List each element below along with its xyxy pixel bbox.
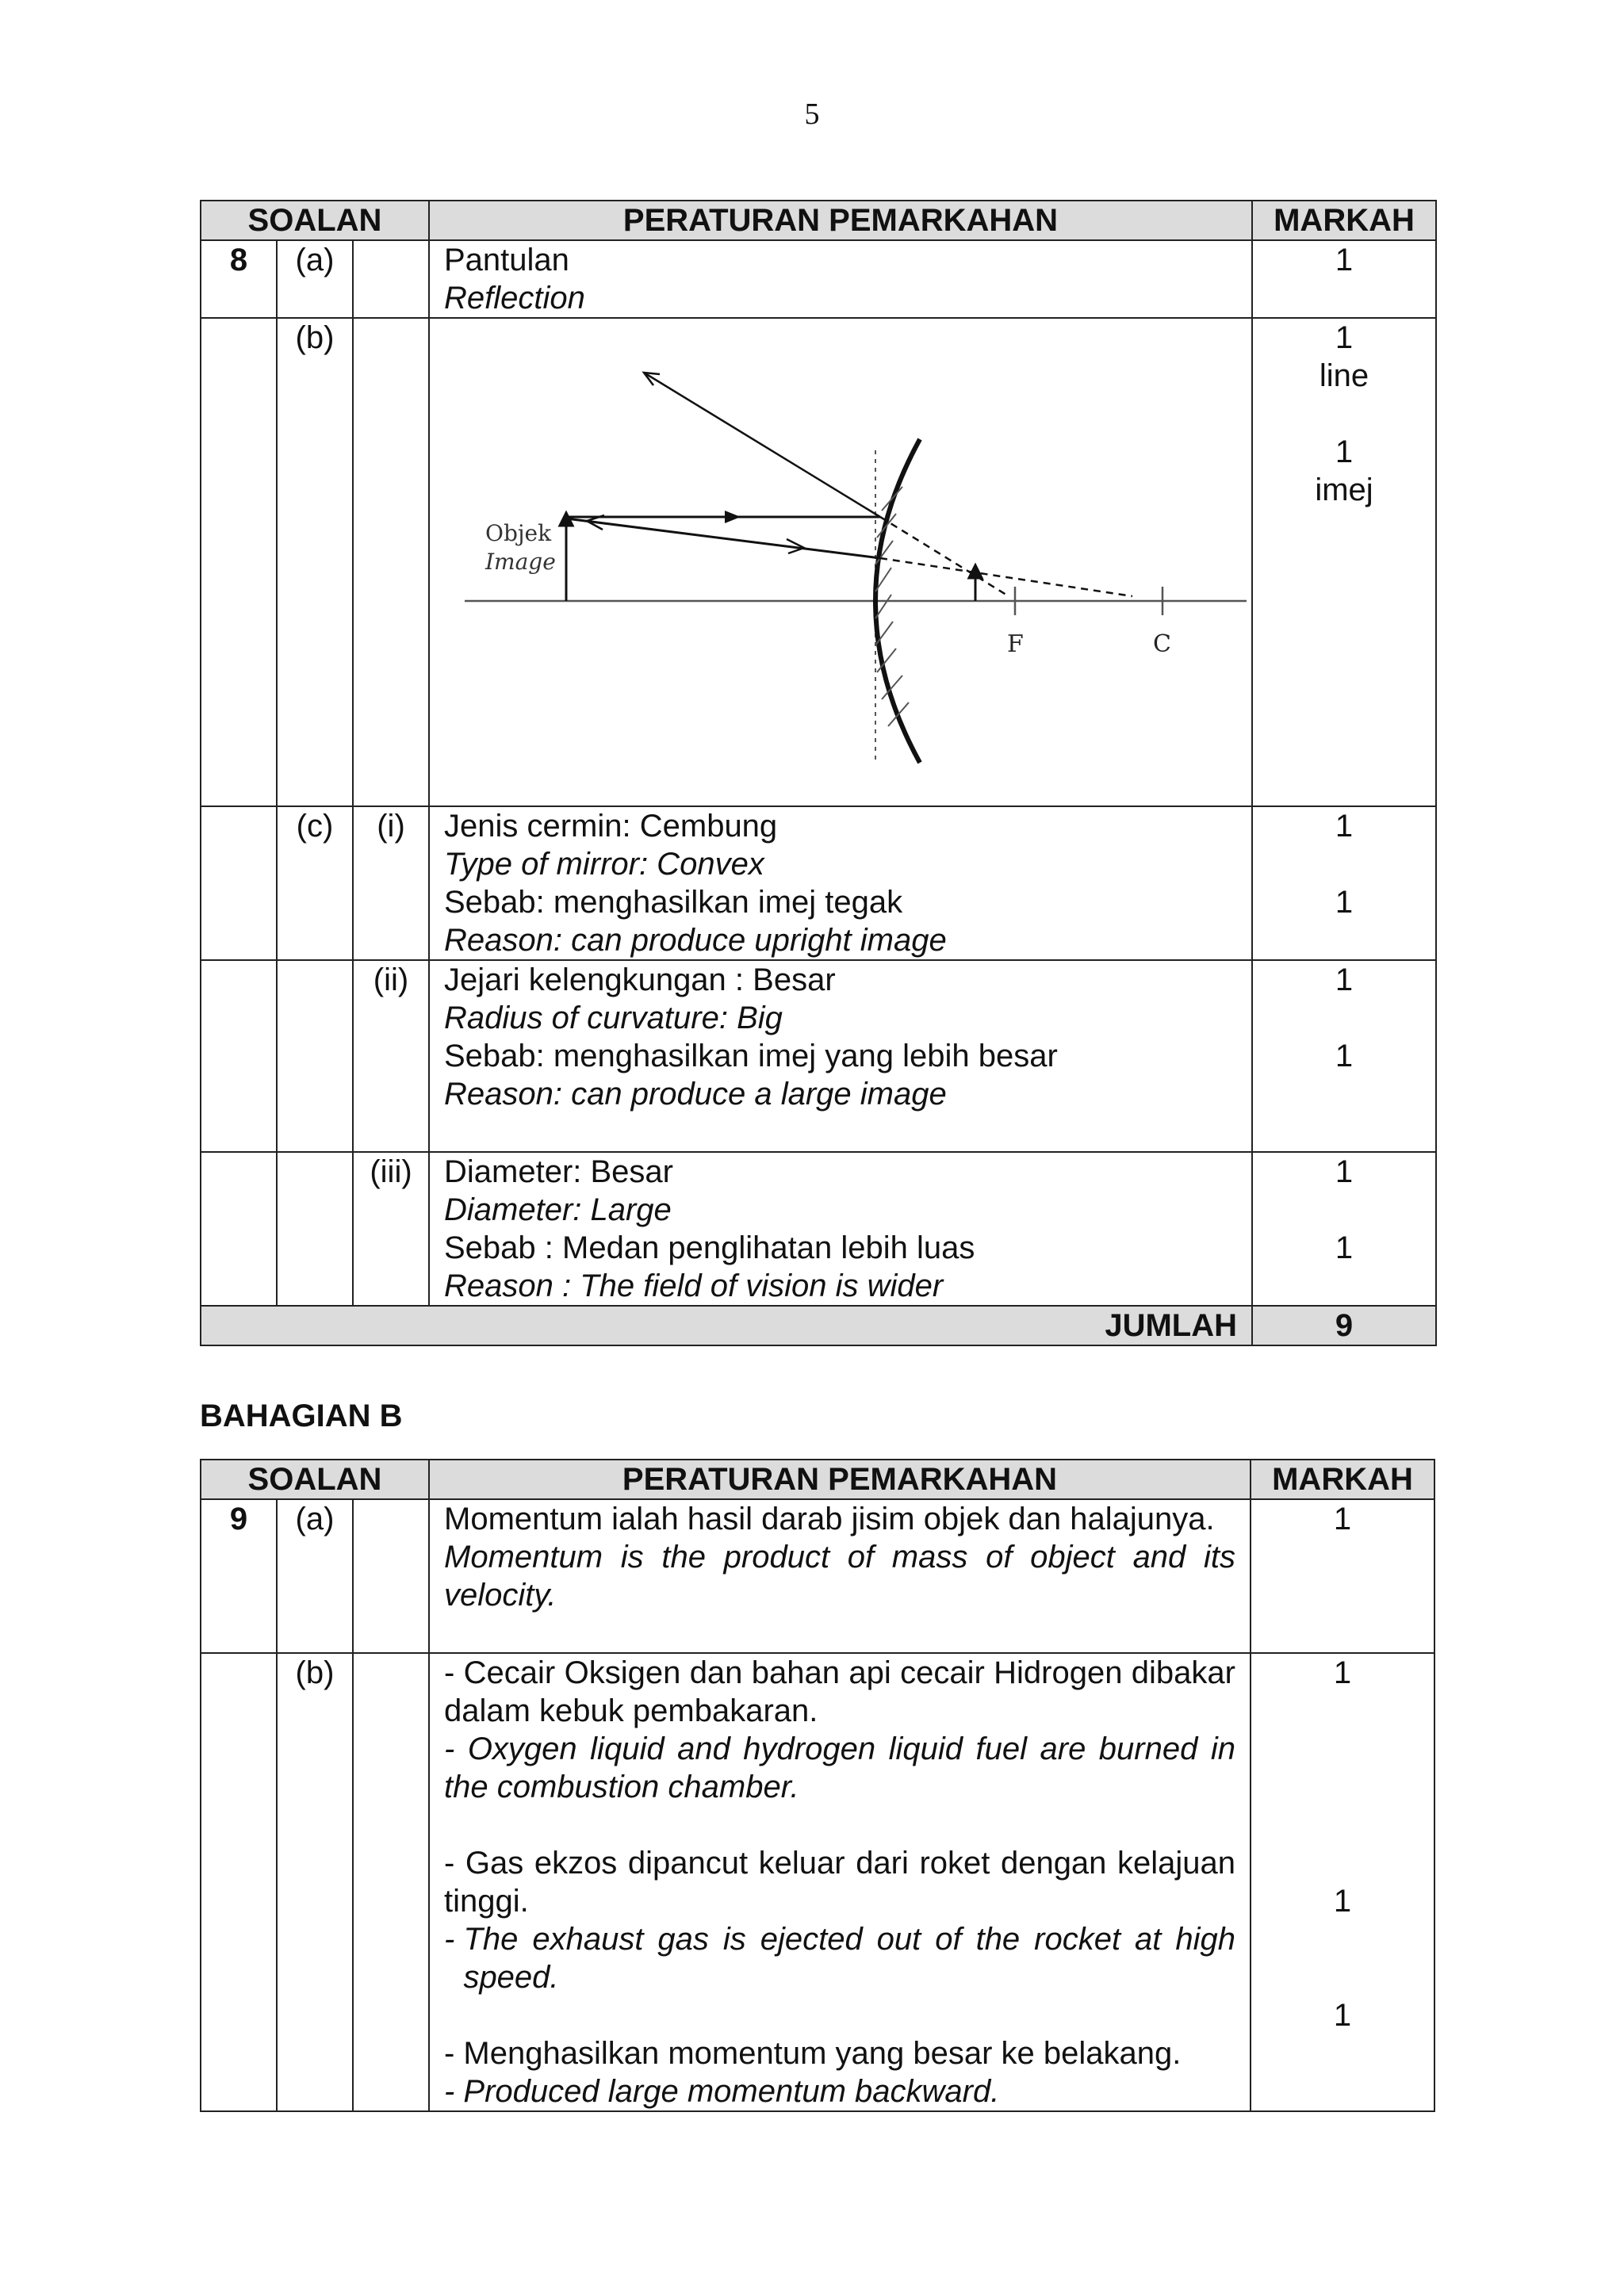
answer-cell	[429, 960, 1252, 1152]
subpart-label: (iii)	[353, 1152, 429, 1306]
part-label: (c)	[277, 806, 353, 960]
answer-line: Type of mirror: Convex	[444, 847, 764, 882]
ray-diagram-cell	[429, 318, 1252, 806]
mark: 1	[1251, 1499, 1434, 1653]
convex-mirror-ray-diagram	[430, 319, 1251, 804]
mark: 1	[1335, 809, 1354, 844]
answer-line: Reason: can produce upright image	[444, 923, 947, 958]
header-marks: MARKAH	[1252, 201, 1436, 240]
marks-cell	[1252, 960, 1436, 1152]
marks-cell	[1251, 1653, 1434, 2111]
answer-en: Momentum is the product of mass of object and its velocity.	[444, 1540, 1235, 1613]
answer-line: Jenis cermin: Cembung	[444, 809, 778, 844]
mark: 1	[1335, 962, 1354, 997]
header-scheme: PERATURAN PEMARKAHAN	[429, 1460, 1251, 1499]
header-question: SOALAN	[201, 201, 429, 240]
ray-toward-c	[566, 519, 880, 558]
virtual-ray-1	[880, 517, 1009, 596]
centre-curvature-label: C	[1153, 630, 1171, 658]
part-label: (b)	[277, 1653, 353, 2111]
page-number: 5	[804, 98, 820, 131]
image-label: Image	[485, 549, 556, 575]
answer-en: Reflection	[444, 281, 585, 316]
answer-line: Jejari kelengkungan : Besar	[444, 962, 836, 997]
answer-point: - Gas ekzos dipancut keluar dari roket dengan kelajuan tinggi.	[444, 1846, 1235, 1919]
answer-line: Reason: can produce a large image	[444, 1077, 947, 1112]
answer-line: Sebab: menghasilkan imej tegak	[444, 885, 903, 920]
header-marks: MARKAH	[1251, 1460, 1434, 1499]
answer-line: Radius of curvature: Big	[444, 1001, 783, 1035]
answer-cell	[429, 1653, 1251, 2111]
answer-cell	[429, 1152, 1252, 1306]
header-scheme: PERATURAN PEMARKAHAN	[429, 201, 1252, 240]
answer-point: - The exhaust gas is ejected out of the rocket at high speed.	[444, 1922, 1235, 1995]
answer-ms: Momentum ialah hasil darab jisim objek dan halajunya.	[444, 1502, 1215, 1536]
mark: 1	[1335, 1230, 1354, 1265]
mark: 1	[1252, 240, 1436, 318]
mark: 1	[1335, 434, 1354, 469]
answer-line: Sebab: menghasilkan imej yang lebih besar	[444, 1039, 1058, 1073]
mark: 1	[1333, 1655, 1352, 1690]
answer-point: - Cecair Oksigen dan bahan api cecair Hidrogen dibakar dalam kebuk pembakaran.	[444, 1655, 1235, 1728]
answer-cell	[429, 1499, 1251, 1653]
section-title: BAHAGIAN B	[200, 1399, 403, 1433]
part-label: (b)	[277, 318, 353, 806]
answer-line: Sebab : Medan penglihatan lebih luas	[444, 1230, 975, 1265]
virtual-ray-2	[880, 558, 1132, 596]
answer-ms: Pantulan	[444, 243, 569, 277]
subpart-label: (i)	[353, 806, 429, 960]
total-marks: 9	[1252, 1306, 1436, 1345]
mark: 1	[1335, 1154, 1354, 1189]
object-label: Objek	[485, 520, 552, 546]
marks-cell	[1252, 806, 1436, 960]
mark: 1	[1335, 320, 1354, 355]
reflected-ray	[644, 373, 880, 517]
marks-cell	[1252, 318, 1436, 806]
question-number: 9	[201, 1499, 277, 1653]
part-label: (a)	[277, 1499, 353, 1653]
mark: 1	[1335, 885, 1354, 920]
focal-point-label: F	[1007, 630, 1024, 658]
answer-cell	[429, 240, 1252, 318]
question-number: 8	[201, 240, 277, 318]
marking-scheme-table-q8	[200, 200, 1437, 1346]
mark-note: line	[1319, 358, 1369, 393]
part-label: (a)	[277, 240, 353, 318]
marking-scheme-table-q9	[200, 1459, 1435, 2112]
marks-cell	[1252, 1152, 1436, 1306]
answer-line: Diameter: Besar	[444, 1154, 673, 1189]
answer-line: Reason : The field of vision is wider	[444, 1269, 944, 1303]
mark: 1	[1335, 1039, 1354, 1073]
answer-line: Diameter: Large	[444, 1192, 672, 1227]
mark: 1	[1333, 1998, 1352, 2033]
total-label: JUMLAH	[201, 1306, 1252, 1345]
answer-point: - Produced large momentum backward.	[444, 2074, 1000, 2109]
answer-cell	[429, 806, 1252, 960]
mark-note: imej	[1315, 473, 1373, 507]
answer-point: - Oxygen liquid and hydrogen liquid fuel are burned in the combustion chamber.	[444, 1732, 1235, 1804]
header-question: SOALAN	[201, 1460, 429, 1499]
mark: 1	[1333, 1884, 1352, 1919]
answer-point: - Menghasilkan momentum yang besar ke belakang.	[444, 2036, 1182, 2071]
mirror-hatching	[875, 487, 909, 726]
subpart-label: (ii)	[353, 960, 429, 1152]
